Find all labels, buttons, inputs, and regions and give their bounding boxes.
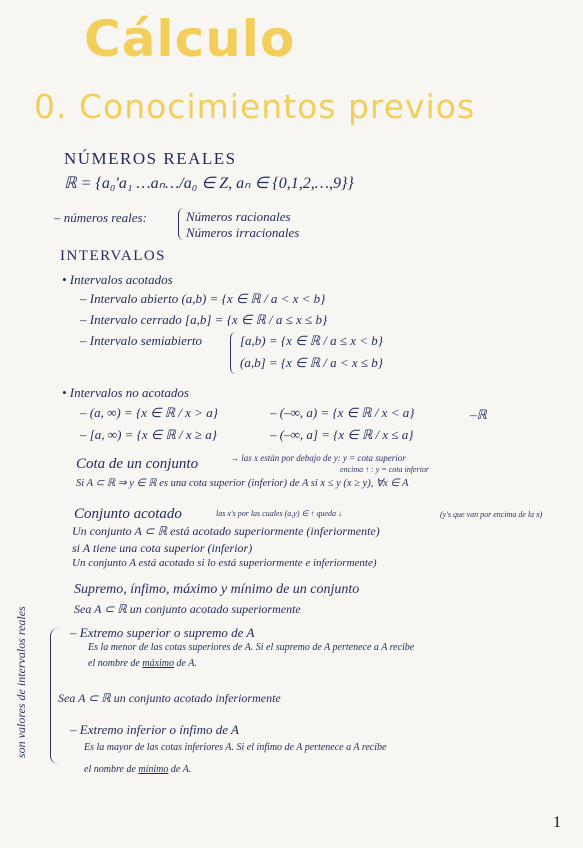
acotado-line-3: Un conjunto A está acotado si lo está superiormente e inferiormente) (72, 557, 377, 569)
extremo-inferior-title: – Extremo inferior o ínfimo de A (70, 722, 239, 737)
intervalo-semiabierto-1: [a,b) = {x ∈ ℝ / a ≤ x < b} (240, 333, 383, 348)
cota-definition: Si A ⊂ ℝ ⇒ y ∈ ℝ es una cota superior (inferior) de A si x ≤ y (x ≥ y), ∀x ∈ A (76, 478, 409, 489)
extremo-superior-line-2-end: de A. (176, 658, 197, 669)
page-number: 1 (553, 814, 561, 831)
semiabierto-brace (230, 332, 236, 374)
acotado-line-1: Un conjunto A ⊂ ℝ está acotado superiormente (inferiormente) (72, 524, 380, 538)
intervalo-abierto: – Intervalo abierto (a,b) = {x ∈ ℝ / a < x < b} (80, 291, 326, 306)
extremo-superior-line-2-text: el nombre de (88, 658, 140, 669)
reales-type-racionales: Números racionales (186, 209, 291, 224)
extremo-inferior-line-2 (84, 765, 191, 775)
intervalo-no-acotado-5: –ℝ (470, 407, 487, 422)
extremo-superior-line-2 (88, 659, 197, 669)
extremo-inferior-line-1: Es la mayor de las cotas inferiores A. Si el ínfimo de A pertenece a A recibe (84, 742, 387, 753)
intervalos-heading: INTERVALOS (60, 248, 167, 264)
reales-heading: NÚMEROS REALES (64, 149, 237, 168)
supremo-sea-1: Sea A ⊂ ℝ un conjunto acotado superiormente (74, 602, 301, 616)
intervalo-semiabierto-2: (a,b] = {x ∈ ℝ / a < x ≤ b} (240, 355, 383, 370)
maximo-word: máximo (142, 658, 175, 669)
extremo-inferior-line-2-end: de A. (170, 764, 192, 775)
acotado-note-2: (y's que van por encima de la x) (440, 510, 543, 519)
supremo-title: Supremo, ínfimo, máximo y mínimo de un conjunto (74, 582, 360, 597)
acotado-title: Conjunto acotado (74, 506, 182, 522)
intervalos-no-acotados-title: • Intervalos no acotados (62, 385, 189, 400)
intervalo-no-acotado-3: – (–∞, a) = {x ∈ ℝ / x < a} (270, 405, 415, 420)
acotado-line-2: si A tiene una cota superior (inferior) (72, 541, 253, 555)
page-title: Cálculo (84, 10, 296, 68)
reales-lead: – números reales: (54, 210, 147, 225)
extremo-inferior-line-2-text: el nombre de (84, 764, 136, 775)
intervalo-no-acotado-1: – (a, ∞) = {x ∈ ℝ / x > a} (80, 405, 218, 420)
extremo-superior-title: – Extremo superior o supremo de A (70, 625, 255, 640)
intervalos-acotados-title: • Intervalos acotados (62, 272, 173, 287)
margin-brace (50, 628, 58, 764)
minimo-word: mínimo (138, 764, 169, 775)
acotado-note-1: las x's por las cuales (a,y) ∈ ↑ queda ↓ (216, 509, 342, 518)
extremo-superior-line-1: Es la menor de las cotas superiores de A. Si el supremo de A pertenece a A recibe (88, 642, 415, 653)
cota-note-2: encima ↑ : y = cota inferior (340, 465, 429, 474)
section-title: 0. Conocimientos previos (34, 87, 476, 126)
margin-note: son valores de intervalos reales (14, 606, 28, 758)
reales-definition: ℝ = {a₀'a₁ …aₙ…/a₀ ∈ Z, aₙ ∈ {0,1,2,…,9}} (64, 175, 354, 192)
intervalo-no-acotado-2: – [a, ∞) = {x ∈ ℝ / x ≥ a} (80, 427, 217, 442)
reales-brace (178, 208, 184, 240)
supremo-sea-2: Sea A ⊂ ℝ un conjunto acotado inferiormente (58, 691, 281, 705)
intervalo-semiabierto-label: – Intervalo semiabierto (80, 333, 203, 348)
reales-type-irracionales: Números irracionales (186, 225, 300, 240)
cota-title: Cota de un conjunto (76, 456, 199, 472)
cota-note-1: → las x están por debajo de y: y = cota superior (230, 453, 406, 463)
intervalo-no-acotado-4: – (–∞, a] = {x ∈ ℝ / x ≤ a} (270, 427, 414, 442)
intervalo-cerrado: – Intervalo cerrado [a,b] = {x ∈ ℝ / a ≤ x ≤ b} (80, 312, 328, 327)
